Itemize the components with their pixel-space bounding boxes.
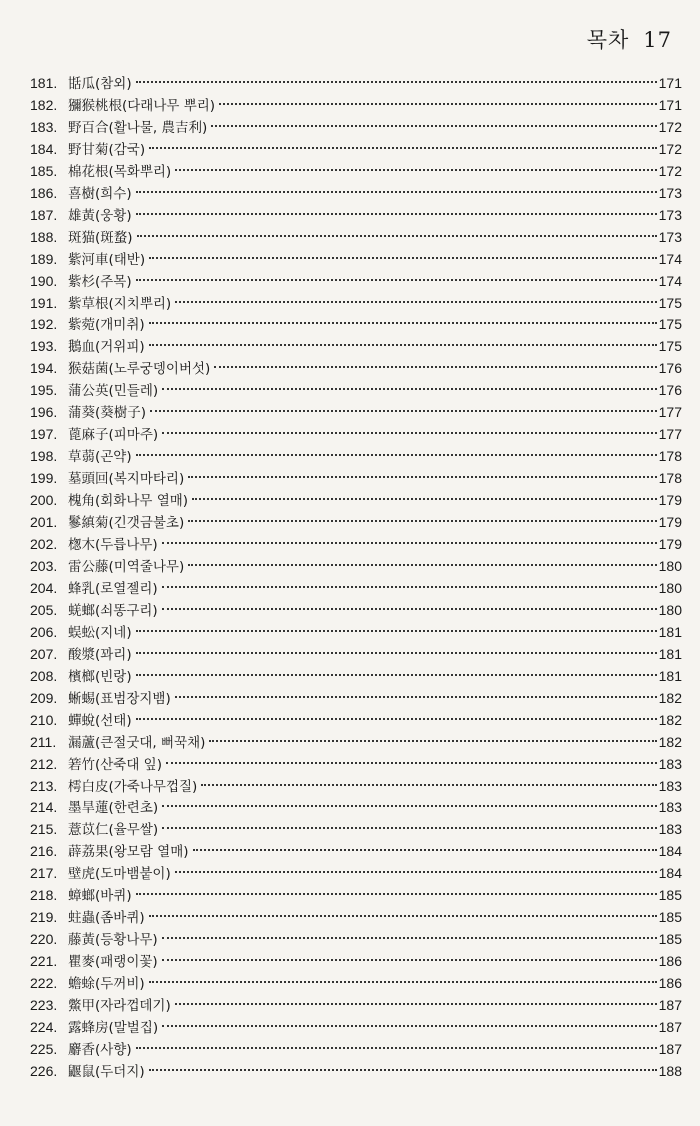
table-of-contents — [30, 73, 682, 1083]
toc-entry — [30, 336, 682, 358]
toc-entry — [30, 819, 682, 841]
entry-page-number: 175 — [658, 338, 682, 355]
dot-leader — [149, 981, 657, 983]
entry-page-number: 184 — [658, 865, 682, 882]
toc-entry — [30, 446, 682, 468]
dot-leader — [175, 696, 657, 698]
entry-page-number: 183 — [658, 799, 682, 816]
dot-leader — [150, 410, 657, 412]
entry-number: 186. — [30, 184, 58, 201]
entry-page-number: 175 — [658, 294, 682, 311]
entry-page-number: 177 — [658, 426, 682, 443]
entry-number: 208. — [30, 667, 58, 684]
entry-number: 203. — [30, 557, 58, 574]
entry-number: 218. — [30, 887, 58, 904]
entry-title: 斑猫(斑蝥) — [68, 229, 133, 246]
entry-title: 露蜂房(말벌집) — [68, 1019, 159, 1036]
entry-title: 紫草根(지치뿌리) — [68, 295, 172, 312]
entry-title: 鵝血(거위피) — [68, 339, 145, 356]
entry-page-number: 171 — [658, 96, 682, 113]
entry-number: 222. — [30, 975, 58, 992]
entry-title: 藤黃(등황나무) — [68, 932, 158, 949]
toc-entry — [30, 622, 682, 644]
entry-number: 223. — [30, 997, 58, 1014]
toc-entry — [30, 556, 682, 578]
entry-page-number: 174 — [658, 250, 682, 267]
entry-page-number: 185 — [658, 887, 682, 904]
dot-leader — [162, 432, 656, 434]
entry-number: 206. — [30, 623, 58, 640]
toc-entry — [30, 139, 682, 161]
entry-number: 197. — [30, 426, 58, 443]
entry-page-number: 172 — [658, 162, 682, 179]
toc-entry — [30, 424, 682, 446]
entry-number: 193. — [30, 338, 58, 355]
toc-entry — [30, 710, 682, 732]
toc-entry — [30, 73, 682, 95]
entry-page-number: 186 — [658, 953, 682, 970]
entry-page-number: 174 — [658, 272, 682, 289]
toc-entry — [30, 776, 682, 798]
entry-page-number: 180 — [658, 579, 682, 596]
entry-number: 194. — [30, 360, 58, 377]
dot-leader — [136, 652, 657, 654]
toc-entry — [30, 161, 682, 183]
entry-title: 蜥蜴(표범장지뱀) — [68, 690, 171, 707]
entry-number: 195. — [30, 382, 58, 399]
toc-entry — [30, 95, 682, 117]
toc-entry — [30, 512, 682, 534]
dot-leader — [162, 937, 657, 939]
entry-title: 鱉甲(자라껍데기) — [68, 998, 171, 1015]
entry-number: 204. — [30, 579, 58, 596]
entry-page-number: 181 — [658, 645, 682, 662]
entry-page-number: 185 — [658, 909, 682, 926]
dot-leader — [162, 805, 656, 807]
dot-leader — [136, 674, 657, 676]
dot-leader — [162, 586, 657, 588]
entry-number: 212. — [30, 755, 58, 772]
dot-leader — [149, 915, 657, 917]
dot-leader — [136, 1047, 657, 1049]
toc-entry — [30, 271, 682, 293]
entry-title: 鼴鼠(두더지) — [68, 1063, 145, 1080]
dot-leader — [175, 301, 656, 303]
dot-leader — [175, 169, 656, 171]
entry-title: 蛀蟲(좀바퀴) — [68, 910, 145, 927]
entry-title: 草蒻(곤약) — [68, 449, 132, 466]
entry-title: 槐角(회화나무 열매) — [68, 493, 189, 510]
entry-title: 雄黃(웅황) — [68, 207, 132, 224]
toc-entry — [30, 402, 682, 424]
entry-number: 182. — [30, 96, 58, 113]
dot-leader — [136, 893, 657, 895]
entry-title: 獼猴桃根(다래나무 뿌리) — [68, 97, 216, 114]
entry-title: 蜈蚣(지네) — [68, 624, 132, 641]
entry-number: 183. — [30, 118, 58, 135]
entry-number: 214. — [30, 799, 58, 816]
dot-leader — [149, 344, 657, 346]
toc-entry — [30, 117, 682, 139]
dot-leader — [162, 542, 657, 544]
entry-page-number: 179 — [658, 514, 682, 531]
entry-page-number: 188 — [658, 1062, 682, 1079]
entry-page-number: 176 — [658, 360, 682, 377]
dot-leader — [211, 125, 656, 127]
toc-entry — [30, 358, 682, 380]
dot-leader — [162, 1025, 656, 1027]
entry-number: 225. — [30, 1040, 58, 1057]
toc-entry — [30, 249, 682, 271]
entry-number: 192. — [30, 316, 58, 333]
toc-entry — [30, 293, 682, 315]
toc-entry — [30, 973, 682, 995]
dot-leader — [188, 564, 656, 566]
entry-title: 薏苡仁(율무쌀) — [68, 822, 159, 839]
toc-entry — [30, 183, 682, 205]
entry-page-number: 180 — [658, 557, 682, 574]
entry-number: 226. — [30, 1062, 58, 1079]
entry-title: 蒲葵(葵樹子) — [68, 405, 147, 422]
entry-title: 紫菀(개미취) — [68, 317, 145, 334]
toc-entry — [30, 644, 682, 666]
dot-leader — [149, 1069, 657, 1071]
entry-page-number: 187 — [658, 1018, 682, 1035]
dot-leader — [201, 784, 656, 786]
entry-title: 蜣螂(쇠똥구리) — [68, 602, 158, 619]
toc-entry — [30, 929, 682, 951]
entry-page-number: 182 — [658, 689, 682, 706]
entry-title: 紫河車(태반) — [68, 251, 146, 268]
dot-leader — [162, 959, 657, 961]
dot-leader — [162, 827, 656, 829]
entry-page-number: 176 — [658, 382, 682, 399]
entry-number: 187. — [30, 206, 58, 223]
entry-title: 蟑螂(바퀴) — [68, 888, 132, 905]
entry-page-number: 187 — [658, 1040, 682, 1057]
entry-number: 191. — [30, 294, 58, 311]
entry-page-number: 186 — [658, 975, 682, 992]
entry-page-number: 180 — [658, 601, 682, 618]
dot-leader — [162, 388, 656, 390]
dot-leader — [149, 257, 657, 259]
entry-number: 198. — [30, 448, 58, 465]
entry-title: 鬖縝菊(긴갯금불초) — [68, 515, 185, 532]
dot-leader — [193, 849, 657, 851]
entry-number: 202. — [30, 536, 58, 553]
entry-number: 217. — [30, 865, 58, 882]
entry-number: 185. — [30, 162, 58, 179]
dot-leader — [214, 366, 656, 368]
entry-number: 215. — [30, 821, 58, 838]
entry-number: 200. — [30, 492, 58, 509]
entry-title: 箬竹(산죽대 잎) — [68, 756, 162, 773]
entry-page-number: 173 — [658, 228, 682, 245]
entry-title: 蟾蜍(두꺼비) — [68, 976, 145, 993]
entry-number: 210. — [30, 711, 58, 728]
dot-leader — [149, 322, 657, 324]
page-header — [587, 24, 672, 54]
entry-page-number: 185 — [658, 931, 682, 948]
dot-leader — [136, 213, 657, 215]
entry-title: 麝香(사향) — [68, 1041, 132, 1058]
entry-number: 220. — [30, 931, 58, 948]
entry-number: 205. — [30, 601, 58, 618]
entry-page-number: 179 — [658, 536, 682, 553]
toc-entry — [30, 951, 682, 973]
entry-number: 189. — [30, 250, 58, 267]
toc-entry — [30, 227, 682, 249]
entry-title: 喜樹(희수) — [68, 185, 132, 202]
entry-page-number: 178 — [658, 470, 682, 487]
entry-number: 221. — [30, 953, 58, 970]
entry-page-number: 179 — [658, 492, 682, 509]
entry-number: 209. — [30, 689, 58, 706]
entry-title: 薜荔果(왕모람 열매) — [68, 844, 189, 861]
entry-title: 漏蘆(큰절굿대, 뻐꾹채) — [68, 734, 206, 751]
toc-entry — [30, 885, 682, 907]
dot-leader — [136, 454, 657, 456]
entry-page-number: 173 — [658, 184, 682, 201]
entry-title: 野百合(활나물, 農吉利) — [68, 119, 208, 136]
toc-entry — [30, 1061, 682, 1083]
entry-page-number: 183 — [658, 755, 682, 772]
dot-leader — [175, 871, 657, 873]
dot-leader — [209, 740, 656, 742]
entry-page-number: 187 — [658, 997, 682, 1014]
entry-number: 216. — [30, 843, 58, 860]
entry-number: 196. — [30, 404, 58, 421]
toc-entry — [30, 688, 682, 710]
entry-title: 樗白皮(가죽나무껍질) — [68, 778, 198, 795]
toc-entry — [30, 314, 682, 336]
entry-number: 199. — [30, 470, 58, 487]
entry-title: 紫杉(주목) — [68, 273, 132, 290]
dot-leader — [149, 147, 657, 149]
dot-leader — [192, 498, 657, 500]
page-number: 17 — [643, 28, 672, 52]
dot-leader — [188, 520, 656, 522]
entry-page-number: 171 — [658, 75, 682, 91]
entry-page-number: 181 — [658, 623, 682, 640]
toc-entry — [30, 907, 682, 929]
dot-leader — [136, 191, 657, 193]
toc-entry — [30, 600, 682, 622]
entry-page-number: 182 — [658, 733, 682, 750]
entry-number: 211. — [30, 733, 57, 750]
entry-number: 184. — [30, 140, 58, 157]
entry-page-number: 184 — [658, 843, 682, 860]
entry-page-number: 177 — [658, 404, 682, 421]
toc-entry — [30, 732, 682, 754]
toc-entry — [30, 863, 682, 885]
entry-title: 蜂乳(로열젤리) — [68, 580, 158, 597]
entry-number: 213. — [30, 777, 58, 794]
entry-title: 瞿麥(패랭이꽃) — [68, 954, 158, 971]
toc-entry — [30, 841, 682, 863]
toc-entry — [30, 797, 682, 819]
entry-title: 楤木(두릅나무) — [68, 537, 158, 554]
entry-title: 酸漿(꽈리) — [68, 646, 132, 663]
toc-entry — [30, 995, 682, 1017]
entry-title: 墓頭回(복지마타리) — [68, 471, 185, 488]
entry-title: 蓖麻子(피마주) — [68, 427, 159, 444]
entry-title: 蟬蛻(선태) — [68, 712, 132, 729]
entry-number: 201. — [30, 514, 58, 531]
entry-number: 207. — [30, 645, 58, 662]
entry-title: 甛瓜(참외) — [68, 76, 132, 92]
dot-leader — [136, 279, 657, 281]
entry-title: 蒲公英(민들레) — [68, 383, 159, 400]
toc-entry — [30, 1039, 682, 1061]
entry-page-number: 172 — [658, 118, 682, 135]
dot-leader — [166, 762, 657, 764]
entry-number: 190. — [30, 272, 58, 289]
entry-page-number: 175 — [658, 316, 682, 333]
dot-leader — [137, 235, 657, 237]
dot-leader — [136, 81, 657, 83]
toc-entry — [30, 490, 682, 512]
toc-entry — [30, 534, 682, 556]
toc-entry — [30, 380, 682, 402]
toc-entry — [30, 754, 682, 776]
entry-title: 檳榔(빈랑) — [68, 668, 132, 685]
entry-page-number: 178 — [658, 448, 682, 465]
dot-leader — [175, 1003, 657, 1005]
entry-number: 188. — [30, 228, 58, 245]
entry-page-number: 173 — [658, 206, 682, 223]
entry-title: 野甘菊(감국) — [68, 141, 146, 158]
entry-title: 墨旱蓮(한련초) — [68, 800, 159, 817]
dot-leader — [188, 476, 656, 478]
toc-entry — [30, 1017, 682, 1039]
section-title: 목차 — [586, 28, 630, 52]
toc-entry — [30, 578, 682, 600]
entry-title: 壁虎(도마뱀붙이) — [68, 866, 171, 883]
entry-page-number: 181 — [658, 667, 682, 684]
entry-page-number: 182 — [658, 711, 682, 728]
entry-title: 猴菇菌(노루궁뎅이버섯) — [68, 361, 211, 378]
entry-number: 219. — [30, 909, 58, 926]
entry-title: 雷公藤(미역줄나무) — [68, 558, 185, 575]
entry-page-number: 172 — [658, 140, 682, 157]
entry-number: 224. — [30, 1018, 58, 1035]
dot-leader — [136, 718, 657, 720]
toc-entry — [30, 666, 682, 688]
dot-leader — [219, 103, 657, 105]
dot-leader — [136, 630, 657, 632]
entry-page-number: 183 — [658, 777, 682, 794]
entry-number: 181. — [30, 75, 58, 91]
entry-title: 棉花根(목화뿌리) — [68, 163, 172, 180]
entry-page-number: 183 — [658, 821, 682, 838]
toc-entry — [30, 468, 682, 490]
toc-entry — [30, 205, 682, 227]
dot-leader — [162, 608, 657, 610]
